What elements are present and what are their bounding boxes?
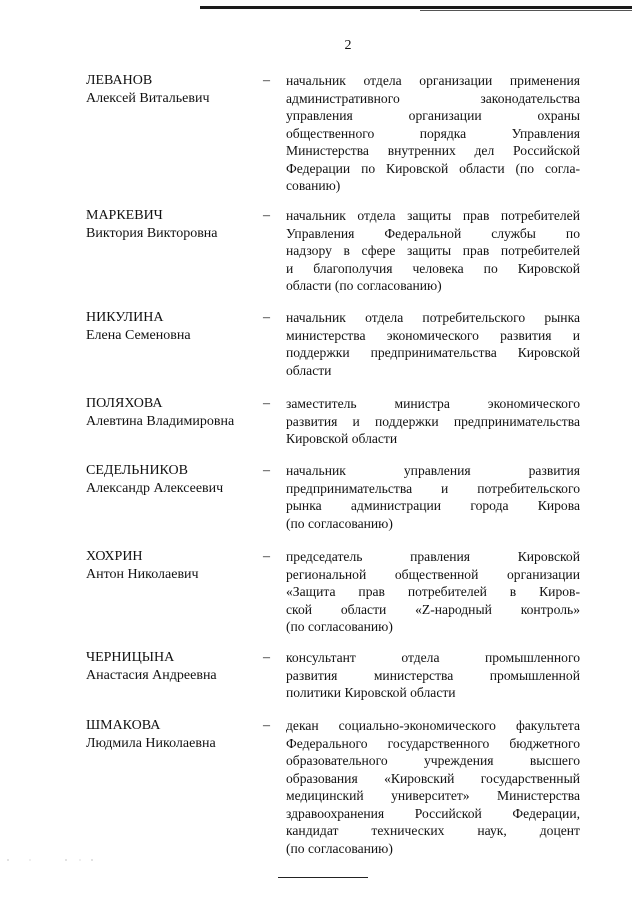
member-name (86, 548, 256, 583)
position-line: Управления Федеральной службы по (286, 225, 580, 241)
position-line: общественного порядка Управления (286, 125, 580, 141)
member-name (86, 309, 256, 344)
position-line: председатель правления Кировской (286, 549, 580, 564)
member-surname: ПОЛЯХОВА (86, 396, 163, 411)
member-surname: ХОХРИН (86, 549, 143, 564)
dash-separator: – (263, 73, 270, 88)
position-line: образования «Кировский государственный (286, 770, 580, 786)
member-position (286, 207, 580, 295)
member-position (286, 649, 580, 702)
member-position (286, 395, 580, 448)
position-line: надзору в сфере защиты прав потребителей (286, 243, 580, 258)
dash-separator: – (263, 650, 270, 665)
page-number: 2 (344, 38, 352, 53)
member-name (86, 395, 256, 430)
member-given-name: Анастасия Андреевна (86, 667, 217, 683)
position-line: управления организации охраны (286, 108, 580, 123)
position-line: кандидат технических наук, доцент (286, 823, 580, 838)
member-given-name: Александр Алексеевич (86, 480, 224, 496)
position-line: заместитель министра экономического (286, 396, 580, 411)
dash-separator: – (263, 718, 270, 733)
member-position (286, 548, 580, 636)
position-line: декан социально-экономического факультета (286, 718, 580, 733)
position-line: области (286, 362, 332, 378)
top-border-line (200, 6, 632, 9)
dash-separator: – (263, 396, 270, 411)
member-position (286, 72, 580, 195)
member-surname: ШМАКОВА (86, 718, 161, 733)
position-line: Федерального государственного бюджетного (286, 735, 580, 751)
dash-separator: – (263, 310, 270, 325)
position-line: региональной общественной организации (286, 566, 580, 582)
dash-separator: – (263, 463, 270, 478)
position-line: рынка администрации города Кирова (286, 498, 580, 513)
position-line: начальник управления развития (286, 463, 580, 478)
member-given-name: Алевтина Владимировна (86, 413, 235, 429)
position-line: развития министерства промышленной (286, 667, 580, 683)
position-line: начальник отдела потребительского рынка (286, 310, 580, 325)
position-line: «Защита прав потребителей в Киров- (286, 584, 580, 599)
position-line: Федерации по Кировской области (по согла- (286, 160, 580, 176)
position-line: начальник отдела организации применения (286, 73, 580, 88)
dash-separator: – (263, 208, 270, 223)
position-line: поддержки предпринимательства Кировской (286, 345, 580, 360)
member-surname: НИКУЛИНА (86, 310, 164, 325)
position-line: области (по согласованию) (286, 278, 442, 293)
position-line: (по согласованию) (286, 619, 393, 634)
member-given-name: Алексей Витальевич (86, 90, 210, 106)
position-line: развития и поддержки предпринимательства (286, 413, 580, 429)
member-surname: СЕДЕЛЬНИКОВ (86, 463, 188, 478)
member-position (286, 717, 580, 857)
position-line: административного законодательства (286, 90, 580, 106)
scan-specks (0, 858, 120, 862)
member-given-name: Елена Семеновна (86, 327, 191, 343)
member-given-name: Виктория Викторовна (86, 225, 218, 241)
footer-line (278, 877, 368, 878)
member-surname: ЧЕРНИЦЫНА (86, 650, 175, 665)
position-line: начальник отдела защиты прав потребителей (286, 208, 580, 223)
position-line: Кировской области (286, 431, 398, 446)
member-given-name: Антон Николаевич (86, 566, 199, 582)
position-line: образовательного учреждения высшего (286, 753, 580, 768)
member-name (86, 717, 256, 752)
position-line: консультант отдела промышленного (286, 650, 580, 665)
position-line: политики Кировской области (286, 685, 456, 700)
position-line: медицинский университет» Министерства (286, 788, 580, 803)
position-line: (по согласованию) (286, 840, 393, 856)
position-line: и благополучия человека по Кировской (286, 260, 580, 276)
member-name (86, 72, 256, 107)
top-border-shadow (420, 10, 632, 11)
member-name (86, 649, 256, 684)
position-line: министерства экономического развития и (286, 327, 580, 343)
member-name (86, 207, 256, 242)
member-surname: МАРКЕВИЧ (86, 208, 163, 223)
dash-separator: – (263, 549, 270, 564)
position-line: здравоохранения Российской Федерации, (286, 805, 580, 821)
member-position (286, 309, 580, 379)
position-line: (по согласованию) (286, 515, 393, 531)
position-line: предпринимательства и потребительского (286, 480, 580, 496)
member-position (286, 462, 580, 532)
position-line: Министерства внутренних дел Российской (286, 143, 580, 158)
member-name (86, 462, 256, 497)
position-line: ской области «Z-народный контроль» (286, 601, 580, 617)
member-given-name: Людмила Николаевна (86, 735, 216, 751)
member-surname: ЛЕВАНОВ (86, 73, 153, 88)
position-line: сованию) (286, 178, 341, 193)
